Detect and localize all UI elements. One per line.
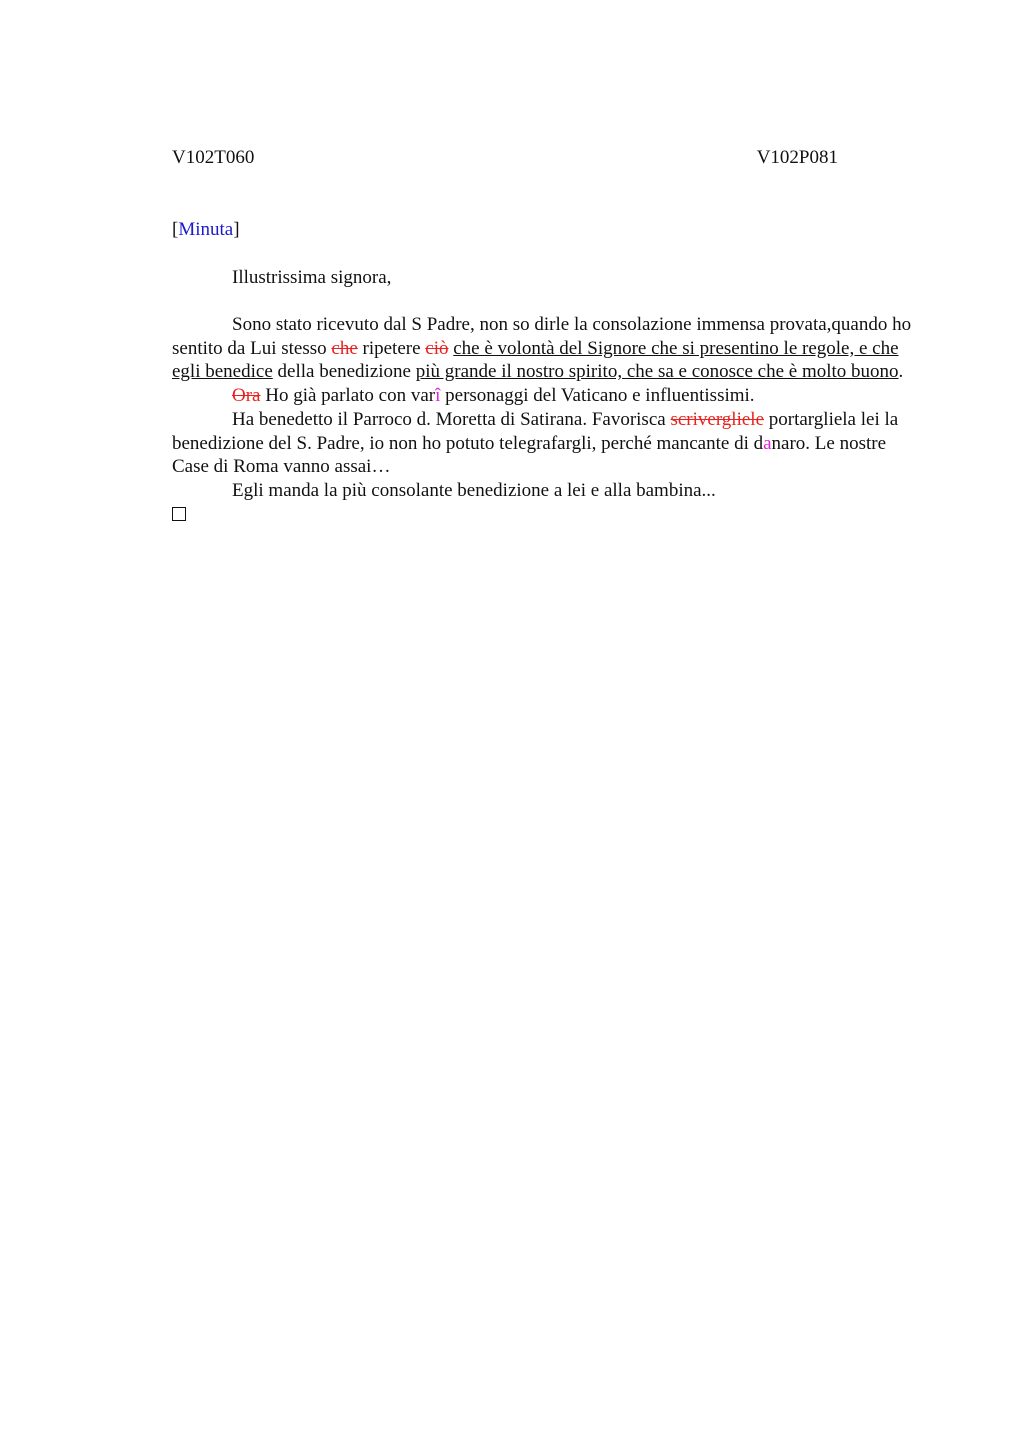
deleted-word-che: che (331, 337, 358, 359)
paragraph-1-text-5: . (898, 361, 904, 383)
paragraph-2 (172, 384, 922, 408)
minuta-label (172, 218, 240, 242)
deleted-word-scrivergliele: scrivergliele (670, 408, 765, 430)
end-mark-square-icon (172, 503, 922, 528)
paragraph-1 (172, 313, 922, 384)
paragraph-4-text-1: Egli manda la più consolante benedizione a lei e alla bambina... (232, 479, 716, 501)
paragraph-1-text-4: della benedizione (272, 361, 416, 383)
paragraph-2-text-2: personaggi del Vaticano e influentissimi. (440, 385, 755, 407)
deleted-word-ora: Ora (232, 385, 261, 407)
minuta-close-bracket: ] (233, 219, 240, 240)
underlined-passage-2: più grande il nostro spirito, che sa e conosce che è molto buono (415, 361, 899, 383)
paragraph-3-text-1: Ha benedetto il Parroco d. Moretta di Satirana. Favorisca (232, 408, 671, 430)
paragraph-1-text-2: ripetere (357, 337, 426, 359)
paragraph-1-text-1: Sono stato ricevuto dal S Padre, non so dirle la consolazione immensa provata,quando ho sentito da Lui stesso (172, 314, 912, 359)
corrected-letter-i: î (435, 385, 441, 407)
paragraph-3-text-2: portargliela lei la benedizione del S. Padre, io non ho potuto telegrafargli, perché mancante di d (172, 408, 899, 454)
document-code-right: V102P081 (756, 147, 838, 168)
corrected-letter-a: a (763, 432, 772, 454)
deleted-word-cio: ciò (425, 337, 449, 359)
letter-body (172, 313, 922, 527)
salutation: Illustrissima signora, (232, 267, 392, 288)
document-code-left: V102T060 (172, 147, 255, 168)
square-icon (172, 507, 186, 521)
minuta-word: Minuta (178, 219, 234, 240)
underlined-passage-1: che è volontà del Signore che si presentino le regole, e che egli benedice (172, 337, 899, 383)
paragraph-2-text-1: Ho già parlato con var (260, 385, 436, 407)
paragraph-4 (172, 479, 922, 503)
paragraph-3-text-3: naro. Le nostre Case di Roma vanno assai… (172, 432, 887, 478)
minuta-open-bracket: [ (172, 219, 179, 240)
paragraph-3 (172, 408, 922, 479)
